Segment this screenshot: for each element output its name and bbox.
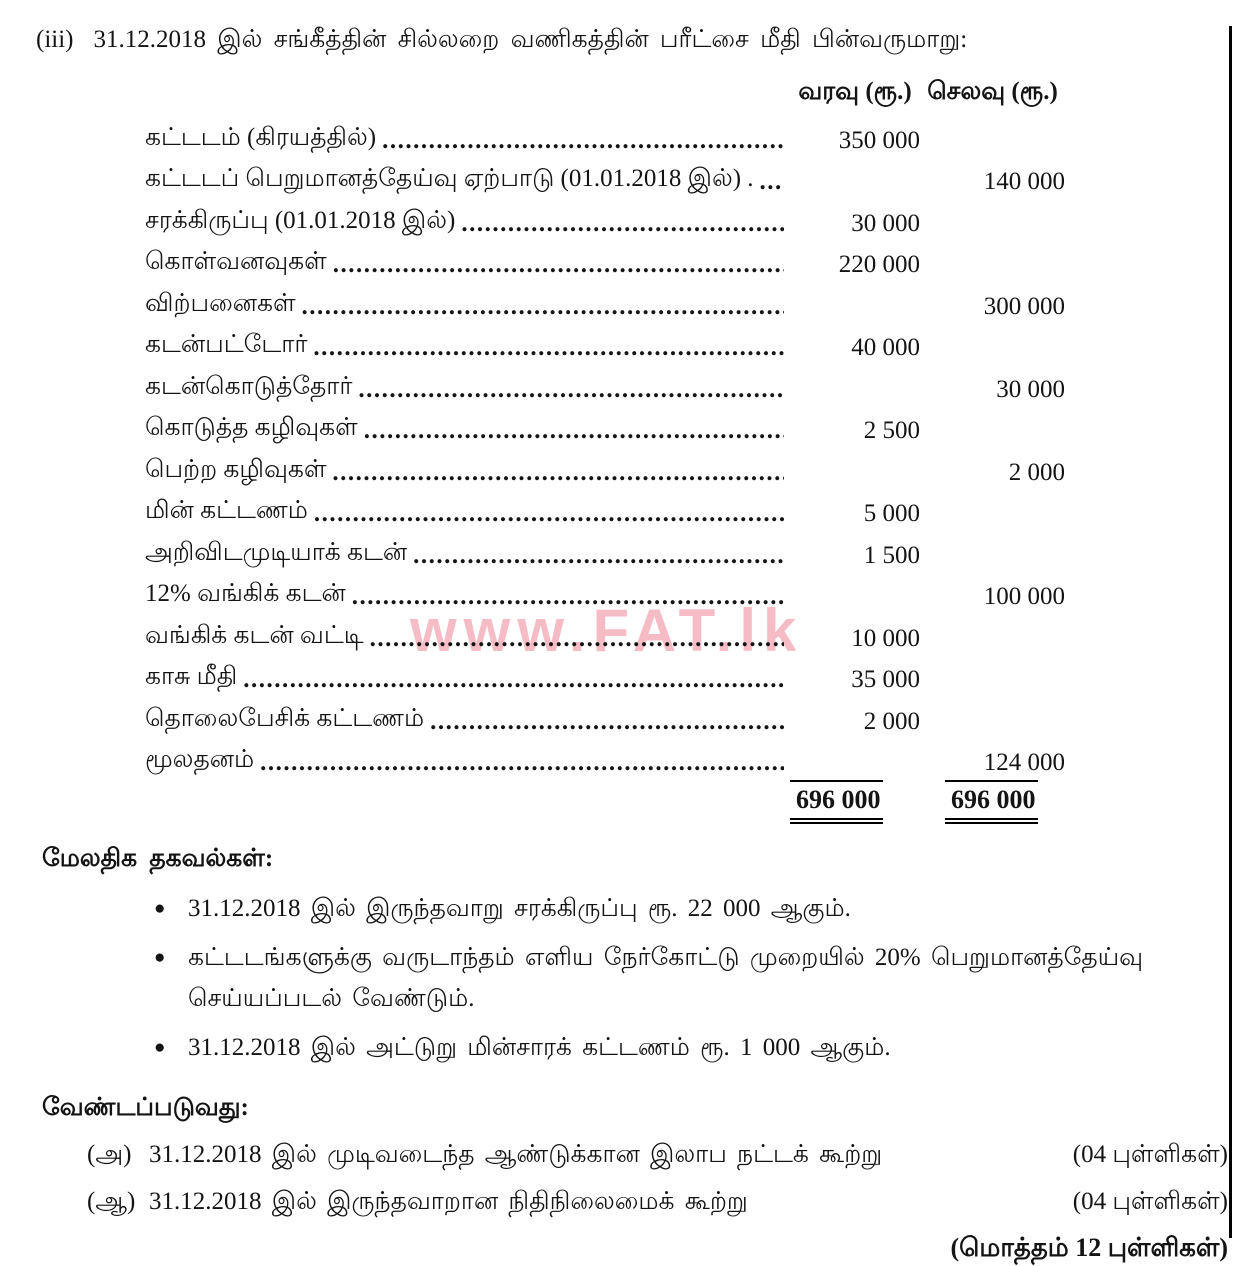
dotted-leader (314, 500, 784, 528)
debit-amount: 220 000 (838, 251, 920, 278)
requirement-marks: (04 புள்ளிகள்) (1072, 1141, 1228, 1168)
trial-balance-row (0, 570, 1236, 612)
dotted-leader (461, 210, 784, 238)
trial-balance-row (0, 321, 1236, 363)
debit-amount: 10 000 (851, 624, 920, 652)
account-label: விற்பனைகள் (145, 289, 296, 317)
additional-information-list (42, 888, 1228, 1068)
trial-balance-row (0, 653, 1236, 695)
trial-balance-row (0, 238, 1236, 280)
additional-info-item (42, 1027, 1228, 1068)
account-label-wrap (145, 124, 790, 155)
question-heading-text: 31.12.2018 இல் சங்கீத்தின் சில்லறை வணிகத்தின் பரீட்சை மீதி பின்வருமாறு: (93, 26, 968, 53)
requirement-item (42, 1188, 1228, 1219)
account-label-wrap (145, 207, 790, 238)
debit-total: 696 000 (790, 780, 883, 824)
trial-balance-row (0, 279, 1236, 321)
account-label-wrap (145, 331, 790, 362)
requirement-marker: (ஆ) (87, 1188, 136, 1215)
requirements-heading: வேண்டப்படுவது: (42, 1094, 249, 1121)
trial-balance-row (0, 487, 1236, 529)
additional-info-text: கட்டடங்களுக்கு வருடாந்தம் எளிய நேர்கோட்டு முறையில் 20% பெறுமானத்தேய்வு செய்யப்படல் வேண்டும். (188, 944, 1144, 1012)
requirements-section (42, 1094, 1228, 1266)
account-label: கடன்பட்டோர் (145, 331, 308, 358)
account-label: மின் கட்டணம் (145, 497, 308, 524)
account-label: காசு மீதி (145, 663, 238, 690)
watermark: www.FAT.lk (410, 597, 804, 664)
dotted-leader (260, 749, 784, 777)
trial-balance-row (0, 736, 1236, 778)
trial-balance-row (0, 155, 1236, 197)
account-label: கட்டடம் (கிரயத்தில்) (145, 123, 377, 151)
bullet-icon: ● (154, 898, 166, 919)
additional-info-item (42, 888, 1228, 929)
account-label: கட்டடப் பெறுமானத்தேய்வு ஏற்பாடு (01.01.2018 இல்) . (145, 165, 754, 192)
dotted-leader (382, 127, 784, 155)
trial-balance-rows (0, 113, 1236, 777)
account-label-wrap (145, 539, 790, 570)
account-label-wrap (145, 248, 790, 279)
dotted-leader (313, 334, 784, 362)
dotted-leader (358, 376, 784, 404)
account-label-wrap (145, 746, 790, 777)
account-label: பெற்ற கழிவுகள் (145, 455, 327, 483)
trial-balance-row (0, 113, 1236, 155)
credit-amount: 100 000 (983, 583, 1065, 610)
additional-info-text: 31.12.2018 இல் இருந்தவாறு சரக்கிருப்பு ரூ. 22 000 ஆகும். (188, 895, 851, 922)
dotted-leader (243, 666, 784, 694)
trial-balance-row (0, 694, 1236, 736)
requirement-item (42, 1141, 1228, 1172)
account-label-wrap (145, 705, 790, 736)
debit-amount: 35 000 (851, 666, 920, 693)
account-label: வங்கிக் கடன் வட்டி (145, 621, 364, 649)
credit-amount: 2 000 (1008, 458, 1065, 486)
account-label: மூலதனம் (145, 746, 255, 773)
dotted-leader (364, 417, 784, 445)
dotted-leader (413, 542, 784, 570)
account-label-wrap (145, 414, 790, 445)
account-label-wrap (145, 580, 790, 611)
trial-balance-row (0, 362, 1236, 404)
account-label-wrap (145, 622, 790, 653)
trial-balance-row (0, 611, 1236, 653)
account-label: சரக்கிருப்பு (01.01.2018 இல்) (145, 206, 456, 234)
trial-balance-row (0, 445, 1236, 487)
exam-question-page (0, 26, 1236, 1266)
debit-amount: 30 000 (851, 209, 920, 237)
scan-edge-line (1229, 26, 1232, 1238)
dotted-leader (430, 708, 784, 736)
account-label-wrap (145, 456, 790, 487)
requirement-marks: (04 புள்ளிகள்) (1072, 1188, 1228, 1215)
bullet-icon: ● (154, 1037, 166, 1058)
trial-balance-totals (0, 785, 1236, 815)
account-label: அறிவிடமுடியாக் கடன் (145, 538, 408, 566)
credit-column-header: செலவு (ரூ.) (927, 77, 1058, 105)
debit-amount: 2 500 (863, 417, 920, 444)
trial-balance-row (0, 404, 1236, 446)
account-label-wrap (145, 290, 790, 321)
question-heading (36, 26, 1236, 57)
debit-amount: 5 000 (863, 500, 920, 527)
additional-information-heading: மேலதிக தகவல்கள்: (42, 845, 274, 872)
total-marks: (மொத்தம் 12 புள்ளிகள்) (950, 1233, 1228, 1262)
requirement-text: 31.12.2018 இல் இருந்தவாறான நிதிநிலைமைக் கூற்று (149, 1188, 748, 1215)
dotted-leader (302, 293, 784, 321)
trial-balance-row (0, 196, 1236, 238)
trial-balance-column-headers (0, 73, 1236, 113)
requirements-list (42, 1141, 1228, 1219)
dotted-leader (333, 251, 784, 279)
account-label: கடன்கொடுத்தோர் (145, 372, 353, 400)
account-label-wrap (145, 497, 790, 528)
additional-info-text: 31.12.2018 இல் அட்டுறு மின்சாரக் கட்டணம் ரூ. 1 000 ஆகும். (188, 1034, 891, 1061)
account-label: 12% வங்கிக் கடன் (145, 580, 346, 607)
dotted-leader (352, 583, 784, 611)
account-label-wrap (145, 165, 790, 196)
debit-column-header: வரவு (ரூ.) (798, 77, 912, 105)
account-label-wrap (145, 373, 790, 404)
account-label: கொடுத்த கழிவுகள் (145, 414, 358, 441)
credit-amount: 30 000 (996, 375, 1065, 403)
dotted-leader (370, 625, 784, 653)
credit-amount: 140 000 (983, 168, 1065, 195)
trial-balance-row (0, 528, 1236, 570)
trial-balance (0, 73, 1236, 815)
credit-amount: 124 000 (983, 749, 1065, 776)
requirement-marker: (அ) (87, 1141, 132, 1168)
debit-amount: 2 000 (863, 707, 920, 735)
account-label-wrap (145, 663, 790, 694)
account-label: தொலைபேசிக் கட்டணம் (145, 704, 425, 732)
debit-amount: 40 000 (851, 334, 920, 361)
debit-amount: 350 000 (838, 126, 920, 154)
debit-amount: 1 500 (863, 541, 920, 569)
requirement-text: 31.12.2018 இல் முடிவடைந்த ஆண்டுக்கான இலாப நட்டக் கூற்று (149, 1141, 883, 1168)
debit-total-cell (790, 785, 920, 815)
dotted-leader (760, 168, 784, 196)
credit-total: 696 000 (945, 780, 1038, 824)
additional-information-section (42, 845, 1228, 1068)
additional-info-item (42, 937, 1228, 1019)
account-label: கொள்வனவுகள் (145, 248, 327, 275)
dotted-leader (332, 459, 784, 487)
bullet-icon: ● (154, 947, 166, 968)
totals-spacer (145, 785, 790, 815)
credit-amount: 300 000 (983, 292, 1065, 320)
question-number: (iii) (36, 26, 74, 53)
credit-total-cell (920, 785, 1065, 815)
